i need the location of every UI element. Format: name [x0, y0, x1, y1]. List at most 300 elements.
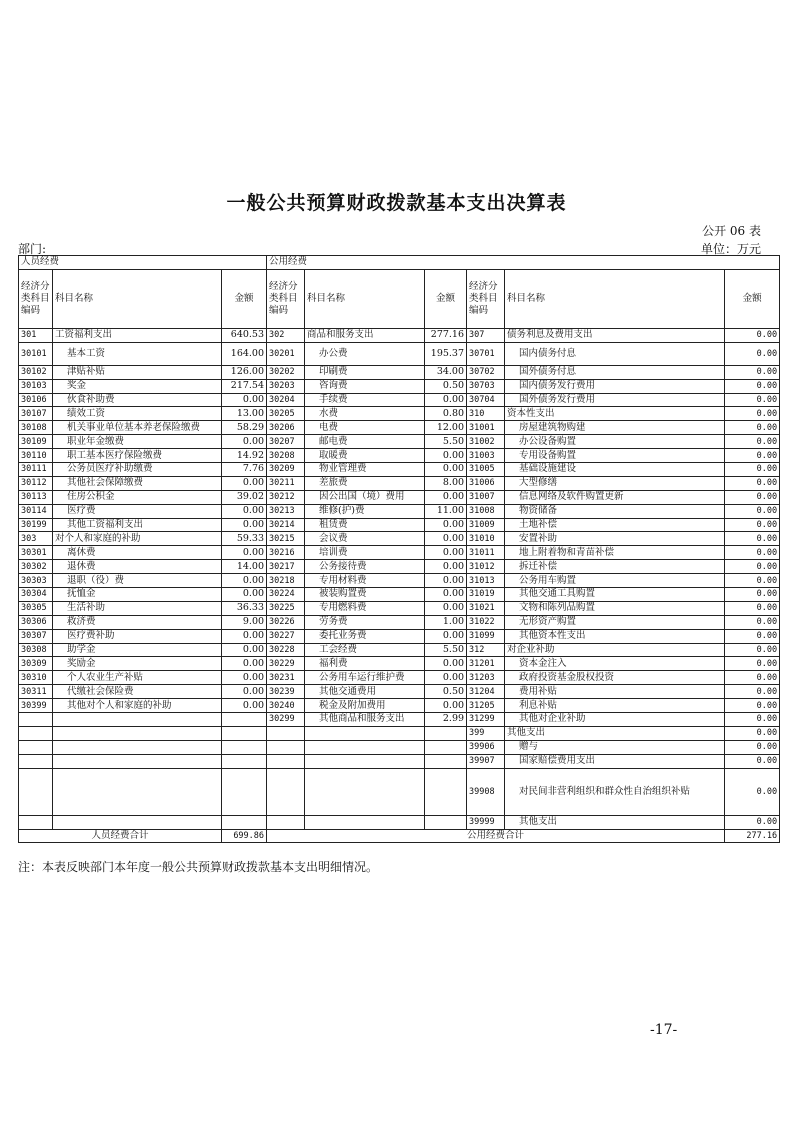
table-row: [19, 435, 780, 449]
name-cell: 职业年金缴费: [53, 435, 222, 449]
table-row: [19, 754, 780, 768]
column-header-row: [19, 269, 780, 328]
code-cell: 30299: [267, 713, 305, 727]
code-cell: 30215: [267, 532, 305, 546]
amount-cell: 0.00: [425, 518, 467, 532]
code-cell: 30701: [467, 342, 505, 365]
amount-cell: 14.00: [222, 560, 267, 574]
amount-cell: 0.00: [425, 490, 467, 504]
code-cell: 30206: [267, 421, 305, 435]
table-row: [19, 699, 780, 713]
amount-cell: 0.00: [725, 421, 780, 435]
name-cell: [53, 726, 222, 740]
name-header: 科目名称: [305, 269, 425, 328]
name-cell: 信息网络及软件购置更新: [505, 490, 725, 504]
name-cell: 专用燃料费: [305, 601, 425, 615]
name-cell: 助学金: [53, 643, 222, 657]
name-cell: 印刷费: [305, 365, 425, 379]
table-row: [19, 476, 780, 490]
code-cell: 310: [467, 407, 505, 421]
name-cell: 取暖费: [305, 449, 425, 463]
totals-row: [19, 829, 780, 843]
name-cell: 奖励金: [53, 657, 222, 671]
table-row: [19, 601, 780, 615]
name-cell: 国内债务发行费用: [505, 379, 725, 393]
table-row: [19, 671, 780, 685]
code-cell: 30306: [19, 615, 53, 629]
name-cell: 培训费: [305, 546, 425, 560]
code-cell: 31011: [467, 546, 505, 560]
amount-cell: 0.00: [725, 342, 780, 365]
name-cell: 资本性支出: [505, 407, 725, 421]
code-cell: 30703: [467, 379, 505, 393]
code-cell: 31203: [467, 671, 505, 685]
amount-cell: 0.00: [725, 629, 780, 643]
name-header: 科目名称: [53, 269, 222, 328]
amount-cell: 0.00: [222, 643, 267, 657]
amount-cell: 0.00: [725, 754, 780, 768]
name-cell: 其他支出: [505, 815, 725, 829]
budget-table: [18, 255, 780, 843]
name-cell: [53, 768, 222, 815]
table-row: [19, 504, 780, 518]
table-row: [19, 815, 780, 829]
amount-cell: 0.00: [222, 685, 267, 699]
name-cell: 救济费: [53, 615, 222, 629]
code-cell: 30304: [19, 588, 53, 602]
name-cell: 被装购置费: [305, 588, 425, 602]
amount-cell: 0.00: [725, 740, 780, 754]
code-cell: 30214: [267, 518, 305, 532]
code-cell: 30209: [267, 463, 305, 477]
name-cell: 国内债务付息: [505, 342, 725, 365]
amount-cell: 2.99: [425, 713, 467, 727]
code-cell: 399: [467, 726, 505, 740]
table-row: [19, 713, 780, 727]
personnel-total-label: 人员经费合计: [19, 829, 222, 843]
name-cell: 房屋建筑物购建: [505, 421, 725, 435]
amount-cell: [222, 713, 267, 727]
code-cell: 30399: [19, 699, 53, 713]
code-cell: 303: [19, 532, 53, 546]
amount-cell: 640.53: [222, 328, 267, 342]
code-cell: 31008: [467, 504, 505, 518]
amount-cell: [425, 754, 467, 768]
amount-cell: 0.00: [425, 560, 467, 574]
table-row: [19, 629, 780, 643]
amount-cell: 36.33: [222, 601, 267, 615]
table-row: [19, 546, 780, 560]
amount-cell: 0.00: [425, 601, 467, 615]
code-cell: 307: [467, 328, 505, 342]
amount-cell: 0.00: [725, 476, 780, 490]
code-cell: 31299: [467, 713, 505, 727]
name-cell: 国外债务发行费用: [505, 393, 725, 407]
code-cell: 31002: [467, 435, 505, 449]
name-cell: 利息补贴: [505, 699, 725, 713]
name-cell: 无形资产购置: [505, 615, 725, 629]
code-cell: 30201: [267, 342, 305, 365]
amount-cell: 0.00: [425, 393, 467, 407]
table-row: [19, 643, 780, 657]
amount-cell: 0.00: [222, 435, 267, 449]
name-cell: 国外债务付息: [505, 365, 725, 379]
name-cell: 基础设施建设: [505, 463, 725, 477]
name-cell: 其他社会保障缴费: [53, 476, 222, 490]
name-cell: 其他支出: [505, 726, 725, 740]
name-cell: 抚恤金: [53, 588, 222, 602]
table-row: [19, 379, 780, 393]
name-cell: 退职（役）费: [53, 574, 222, 588]
amount-cell: [425, 815, 467, 829]
amount-cell: [222, 815, 267, 829]
table-row: [19, 726, 780, 740]
code-cell: 30307: [19, 629, 53, 643]
name-cell: 租赁费: [305, 518, 425, 532]
name-cell: [53, 815, 222, 829]
code-cell: [19, 713, 53, 727]
amount-cell: 0.00: [725, 463, 780, 477]
table-row: [19, 588, 780, 602]
table-row: [19, 328, 780, 342]
name-cell: 奖金: [53, 379, 222, 393]
code-cell: 31012: [467, 560, 505, 574]
code-cell: 31204: [467, 685, 505, 699]
code-cell: 30109: [19, 435, 53, 449]
name-cell: 邮电费: [305, 435, 425, 449]
code-header: 经济分类科目编码: [267, 269, 305, 328]
name-cell: 因公出国（境）费用: [305, 490, 425, 504]
amount-cell: 0.00: [725, 546, 780, 560]
name-cell: 办公设备购置: [505, 435, 725, 449]
name-cell: 对个人和家庭的补助: [53, 532, 222, 546]
personnel-section-label: 人员经费: [19, 256, 267, 270]
name-cell: 物资储备: [505, 504, 725, 518]
code-cell: 31022: [467, 615, 505, 629]
name-cell: [305, 754, 425, 768]
code-cell: 30228: [267, 643, 305, 657]
amount-cell: 0.00: [222, 699, 267, 713]
amount-cell: [222, 740, 267, 754]
name-cell: 其他对企业补助: [505, 713, 725, 727]
code-cell: [19, 815, 53, 829]
name-cell: 福利费: [305, 657, 425, 671]
page-number: -17-: [650, 1022, 678, 1038]
table-row: [19, 421, 780, 435]
name-cell: 专用设备购置: [505, 449, 725, 463]
code-cell: 30111: [19, 463, 53, 477]
amount-cell: 195.37: [425, 342, 467, 365]
table-row: [19, 342, 780, 365]
code-cell: 30310: [19, 671, 53, 685]
table-row: [19, 615, 780, 629]
code-cell: 30217: [267, 560, 305, 574]
name-cell: 资本金注入: [505, 657, 725, 671]
code-cell: [267, 754, 305, 768]
name-cell: 其他交通费用: [305, 685, 425, 699]
name-cell: 住房公积金: [53, 490, 222, 504]
amount-cell: 12.00: [425, 421, 467, 435]
name-cell: 赠与: [505, 740, 725, 754]
table-row: [19, 365, 780, 379]
table-row: [19, 518, 780, 532]
amount-cell: 58.29: [222, 421, 267, 435]
code-cell: [19, 740, 53, 754]
code-cell: 30240: [267, 699, 305, 713]
amount-cell: 0.00: [725, 379, 780, 393]
code-cell: 31019: [467, 588, 505, 602]
amount-cell: 0.00: [425, 671, 467, 685]
amount-cell: 0.00: [725, 518, 780, 532]
code-cell: 31010: [467, 532, 505, 546]
code-cell: 30311: [19, 685, 53, 699]
amount-cell: 0.00: [425, 657, 467, 671]
name-cell: 机关事业单位基本养老保险缴费: [53, 421, 222, 435]
amount-cell: 0.00: [222, 574, 267, 588]
form-number: 公开 06 表: [702, 224, 761, 238]
amount-cell: 0.00: [725, 365, 780, 379]
code-cell: 39908: [467, 768, 505, 815]
table-row: [19, 463, 780, 477]
name-cell: 绩效工资: [53, 407, 222, 421]
amount-cell: 5.50: [425, 643, 467, 657]
name-cell: 其他资本性支出: [505, 629, 725, 643]
name-cell: [53, 754, 222, 768]
code-cell: 30114: [19, 504, 53, 518]
code-cell: 301: [19, 328, 53, 342]
name-cell: 电费: [305, 421, 425, 435]
name-cell: 政府投资基金股权投资: [505, 671, 725, 685]
amount-cell: 11.00: [425, 504, 467, 518]
name-cell: 公务员医疗补助缴费: [53, 463, 222, 477]
amount-cell: 0.00: [725, 726, 780, 740]
code-cell: 30101: [19, 342, 53, 365]
table-row: [19, 768, 780, 815]
name-cell: 物业管理费: [305, 463, 425, 477]
name-cell: 对企业补助: [505, 643, 725, 657]
code-cell: [19, 726, 53, 740]
amount-cell: 0.00: [725, 643, 780, 657]
name-cell: 基本工资: [53, 342, 222, 365]
code-cell: 30106: [19, 393, 53, 407]
code-cell: 30113: [19, 490, 53, 504]
name-cell: 工会经费: [305, 643, 425, 657]
name-cell: 伙食补助费: [53, 393, 222, 407]
name-cell: 会议费: [305, 532, 425, 546]
name-cell: 大型修缮: [505, 476, 725, 490]
code-cell: 30211: [267, 476, 305, 490]
name-cell: 公务接待费: [305, 560, 425, 574]
code-cell: 31013: [467, 574, 505, 588]
code-cell: 30199: [19, 518, 53, 532]
code-cell: 30231: [267, 671, 305, 685]
name-header: 科目名称: [505, 269, 725, 328]
name-cell: 医疗费: [53, 504, 222, 518]
amount-cell: 0.00: [222, 518, 267, 532]
code-cell: 30202: [267, 365, 305, 379]
amount-cell: 0.50: [425, 379, 467, 393]
name-cell: [53, 740, 222, 754]
code-cell: 30239: [267, 685, 305, 699]
public-section-label: 公用经费: [267, 256, 780, 270]
public-total-amount: 277.16: [725, 829, 780, 843]
name-cell: 工资福利支出: [53, 328, 222, 342]
name-cell: 劳务费: [305, 615, 425, 629]
code-cell: [267, 768, 305, 815]
amount-cell: 0.50: [425, 685, 467, 699]
amount-cell: 0.00: [222, 504, 267, 518]
name-cell: 商品和服务支出: [305, 328, 425, 342]
amount-cell: 0.00: [425, 629, 467, 643]
amount-cell: 0.00: [222, 671, 267, 685]
name-cell: 其他对个人和家庭的补助: [53, 699, 222, 713]
name-cell: 其他商品和服务支出: [305, 713, 425, 727]
amount-cell: [222, 754, 267, 768]
table-row: [19, 532, 780, 546]
code-cell: [267, 740, 305, 754]
amount-cell: 8.00: [425, 476, 467, 490]
code-cell: 30224: [267, 588, 305, 602]
code-cell: 30302: [19, 560, 53, 574]
amount-cell: 0.00: [425, 463, 467, 477]
code-cell: 312: [467, 643, 505, 657]
code-cell: 30309: [19, 657, 53, 671]
unit-label: 单位：万元: [700, 242, 761, 256]
table-row: [19, 490, 780, 504]
name-cell: 安置补助: [505, 532, 725, 546]
amount-cell: 0.00: [425, 588, 467, 602]
code-cell: 30108: [19, 421, 53, 435]
code-cell: 39907: [467, 754, 505, 768]
amount-cell: 14.92: [222, 449, 267, 463]
table-row: [19, 574, 780, 588]
amount-cell: 0.00: [725, 393, 780, 407]
table-row: [19, 449, 780, 463]
amount-cell: 0.00: [222, 393, 267, 407]
amount-cell: 0.00: [725, 685, 780, 699]
name-cell: 公务用车购置: [505, 574, 725, 588]
code-cell: 30208: [267, 449, 305, 463]
table-row: [19, 740, 780, 754]
amount-cell: 0.00: [425, 546, 467, 560]
code-cell: 31005: [467, 463, 505, 477]
name-cell: 代缴社会保险费: [53, 685, 222, 699]
amount-cell: 0.00: [725, 407, 780, 421]
code-cell: 30308: [19, 643, 53, 657]
name-cell: 对民间非营利组织和群众性自治组织补贴: [505, 768, 725, 815]
name-cell: 水费: [305, 407, 425, 421]
amount-cell: 217.54: [222, 379, 267, 393]
amount-cell: 0.00: [725, 588, 780, 602]
name-cell: 津贴补贴: [53, 365, 222, 379]
name-cell: 拆迁补偿: [505, 560, 725, 574]
code-cell: 30225: [267, 601, 305, 615]
name-cell: 差旅费: [305, 476, 425, 490]
amount-cell: [425, 726, 467, 740]
name-cell: 维修(护)费: [305, 504, 425, 518]
name-cell: 咨询费: [305, 379, 425, 393]
code-cell: 31205: [467, 699, 505, 713]
name-cell: 国家赔偿费用支出: [505, 754, 725, 768]
table-row: [19, 685, 780, 699]
amount-cell: [222, 726, 267, 740]
department-label: 部门:: [18, 242, 47, 256]
amount-cell: 0.00: [725, 435, 780, 449]
name-cell: 公务用车运行维护费: [305, 671, 425, 685]
code-cell: 30203: [267, 379, 305, 393]
table-row: [19, 393, 780, 407]
amount-cell: 0.00: [725, 560, 780, 574]
code-cell: 31099: [467, 629, 505, 643]
name-cell: 个人农业生产补贴: [53, 671, 222, 685]
name-cell: 生活补助: [53, 601, 222, 615]
code-cell: 30204: [267, 393, 305, 407]
name-cell: 专用材料费: [305, 574, 425, 588]
amount-cell: 34.00: [425, 365, 467, 379]
amount-cell: 0.00: [725, 328, 780, 342]
code-cell: 30301: [19, 546, 53, 560]
name-cell: 税金及附加费用: [305, 699, 425, 713]
code-cell: 31021: [467, 601, 505, 615]
code-cell: 31007: [467, 490, 505, 504]
amount-cell: 0.00: [725, 504, 780, 518]
name-cell: 委托业务费: [305, 629, 425, 643]
code-cell: 31001: [467, 421, 505, 435]
name-cell: [305, 815, 425, 829]
code-cell: 30102: [19, 365, 53, 379]
code-cell: 30112: [19, 476, 53, 490]
amount-cell: 59.33: [222, 532, 267, 546]
code-cell: [267, 726, 305, 740]
amount-header: 金额: [222, 269, 267, 328]
name-cell: [305, 726, 425, 740]
amount-cell: 0.00: [222, 629, 267, 643]
code-cell: [19, 754, 53, 768]
name-cell: [53, 713, 222, 727]
amount-cell: 0.00: [222, 588, 267, 602]
code-cell: 30205: [267, 407, 305, 421]
name-cell: [305, 768, 425, 815]
code-cell: 30110: [19, 449, 53, 463]
name-cell: 离休费: [53, 546, 222, 560]
code-cell: [267, 815, 305, 829]
amount-cell: 0.00: [222, 546, 267, 560]
amount-header: 金额: [425, 269, 467, 328]
name-cell: 费用补贴: [505, 685, 725, 699]
public-total-label: 公用经费合计: [267, 829, 725, 843]
code-cell: 31006: [467, 476, 505, 490]
personnel-total-amount: 699.86: [222, 829, 267, 843]
code-cell: 30107: [19, 407, 53, 421]
name-cell: 文物和陈列品购置: [505, 601, 725, 615]
code-cell: 30704: [467, 393, 505, 407]
amount-cell: 0.00: [222, 657, 267, 671]
amount-cell: 0.00: [725, 601, 780, 615]
code-cell: 302: [267, 328, 305, 342]
table-row: [19, 560, 780, 574]
name-cell: 职工基本医疗保险缴费: [53, 449, 222, 463]
code-cell: [19, 768, 53, 815]
amount-cell: [222, 768, 267, 815]
amount-cell: 0.00: [725, 532, 780, 546]
code-header: 经济分类科目编码: [467, 269, 505, 328]
name-cell: 医疗费补助: [53, 629, 222, 643]
amount-cell: 9.00: [222, 615, 267, 629]
amount-cell: 0.00: [725, 615, 780, 629]
code-cell: 30229: [267, 657, 305, 671]
amount-cell: 7.76: [222, 463, 267, 477]
amount-cell: 0.00: [725, 699, 780, 713]
